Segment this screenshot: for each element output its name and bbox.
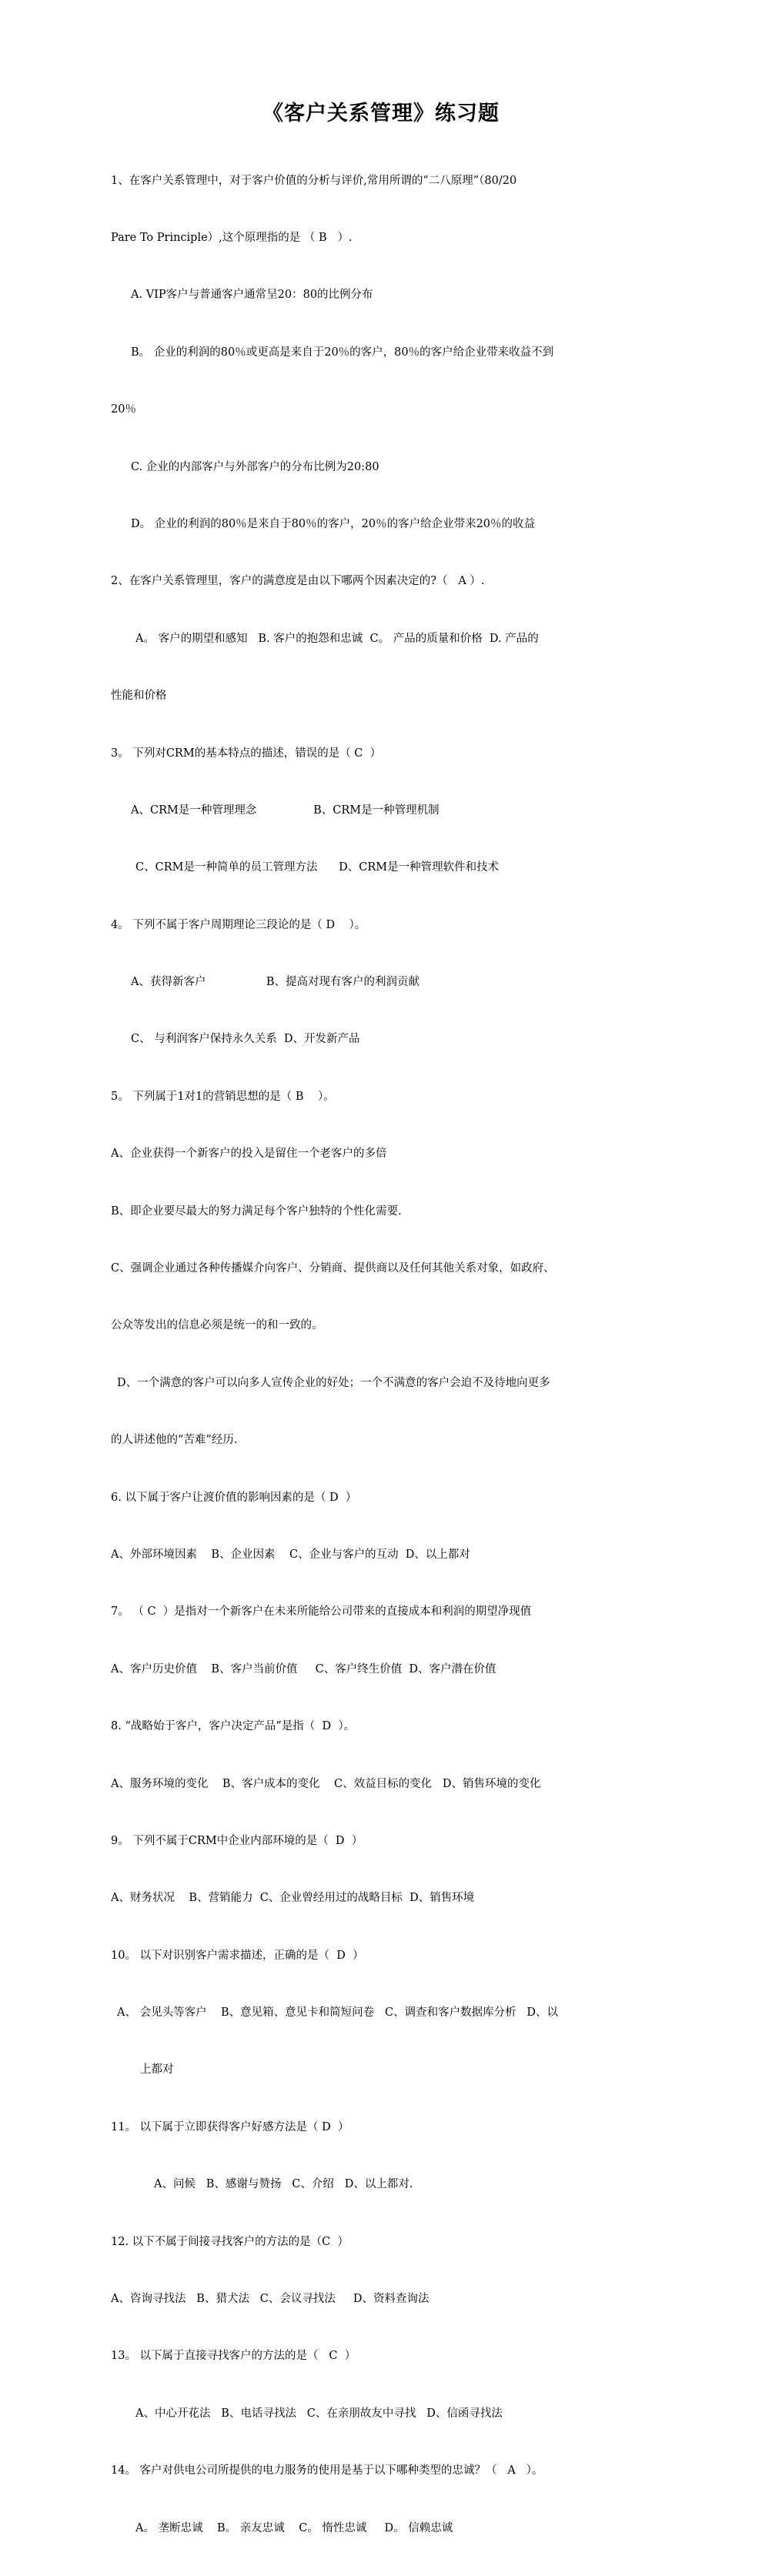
q1-option-d: D。 企业的利润的80％是来自于80％的客户，20％的客户给企业带来20％的收益 xyxy=(131,517,536,530)
document-body xyxy=(111,133,625,2576)
q5-text: 5。 下列属于1对1的营销思想的是（ B ）。 xyxy=(111,1090,335,1103)
q5-option-b: B、即企业要尽最大的努力满足每个客户独特的个性化需要. xyxy=(111,1204,402,1218)
q8-options: A、服务环境的变化 B、客户成本的变化 C、效益目标的变化 D、销售环境的变化 xyxy=(111,1777,541,1790)
q10-options-cont: 上都对 xyxy=(140,2063,174,2077)
q9-text: 9。 下列不属于CRM中企业内部环境的是（ D ） xyxy=(111,1834,363,1847)
q11-options: A、问候 B、感谢与赞扬 C、介绍 D、以上都对. xyxy=(154,2178,413,2191)
q1-option-a: A. VIP客户与普通客户通常呈20：80的比例分布 xyxy=(131,289,373,302)
q1-option-c: C. 企业的内部客户与外部客户的分布比例为20:80 xyxy=(131,460,379,473)
q3-text: 3。 下列对CRM的基本特点的描述，错误的是（ C ） xyxy=(111,747,382,760)
q5-option-c: C、强调企业通过各种传播媒介向客户、分销商、提供商以及任何其他关系对象，如政府、 xyxy=(111,1262,555,1275)
q1-option-b: B。 企业的利润的80％或更高是来自于20％的客户，80％的客户给企业带来收益不到 xyxy=(131,346,554,359)
q13-options: A、中心开花法 B、电话寻找法 C、在亲朋故友中寻找 D、信函寻找法 xyxy=(135,2407,503,2420)
q6-text: 6. 以下属于客户让渡价值的影响因素的是（ D ） xyxy=(111,1491,357,1504)
q5-option-c-cont: 公众等发出的信息必须是统一的和一致的。 xyxy=(111,1319,323,1332)
q2-options-cont: 性能和价格 xyxy=(111,690,167,703)
q6-options: A、外部环境因素 B、企业因素 C、企业与客户的互动 D、以上都对 xyxy=(111,1548,470,1561)
q7-options: A、客户历史价值 B、客户当前价值 C、客户终生价值 D、客户潜在价值 xyxy=(111,1662,496,1676)
q14-options: A。 垄断忠诚 B。 亲友忠诚 C。 惰性忠诚 D。 信赖忠诚 xyxy=(135,2521,453,2534)
q3-options-cd: C、CRM是一种简单的员工管理方法 D、CRM是一种管理软件和技术 xyxy=(135,861,500,874)
q8-text: 8. “战略始于客户，客户决定产品”是指（ D ）。 xyxy=(111,1720,356,1733)
q9-options: A、财务状况 B、营销能力 C、企业曾经用过的战略目标 D、销售环境 xyxy=(111,1892,475,1905)
q10-text: 10。 以下对识别客户需求描述，正确的是（ D ） xyxy=(111,1949,364,1962)
q7-text: 7。 （ C ）是指对一个新客户在未来所能给公司带来的直接成本和利润的期望净现值 xyxy=(111,1605,532,1619)
q3-options-ab: A、CRM是一种管理理念 B、CRM是一种管理机制 xyxy=(131,804,439,817)
q11-text: 11。 以下属于立即获得客户好感方法是（ D ） xyxy=(111,2120,349,2133)
page-title: 《客户关系管理》练习题 xyxy=(262,102,500,125)
q1-line-2: Pare To Principle）,这个原理指的是 （ B ）. xyxy=(111,231,353,244)
q1-option-b-cont: 20％ xyxy=(111,403,136,416)
q4-options-ab: A、获得新客户 B、提高对现有客户的利润贡献 xyxy=(131,976,419,989)
q1-line-1: 1、在客户关系管理中，对于客户价值的分析与评价,常用所谓的“二八原理”（80/20 xyxy=(111,174,517,187)
q12-options: A、咨询寻找法 B、猎犬法 C、会议寻找法 D、资料查询法 xyxy=(111,2293,429,2306)
q5-option-d-cont: 的人讲述他的“苦难”经历. xyxy=(111,1434,238,1447)
q2-options: A。 客户的期望和感知 B. 客户的抱怨和忠诚 C。 产品的质量和价格 D. 产品的 xyxy=(135,632,539,645)
q4-options-cd: C、 与利润客户保持永久关系 D、开发新产品 xyxy=(131,1033,360,1046)
q10-options: A、 会见头等客户 B、意见箱、意见卡和简短问卷 C、调查和客户数据库分析 D、以 xyxy=(117,2006,559,2020)
q14-text: 14。 客户对供电公司所提供的电力服务的使用是基于以下哪种类型的忠诚？（ A ）。 xyxy=(111,2464,543,2477)
q2-text: 2、在客户关系管理里，客户的满意度是由以下哪两个因素决定的?（ A ）. xyxy=(111,575,485,588)
q5-option-a: A、企业获得一个新客户的投入是留住一个老客户的多倍 xyxy=(111,1148,387,1161)
q5-option-d: D、一个满意的客户可以向多人宣传企业的好处；一个不满意的客户会迫不及待地向更多 xyxy=(117,1376,550,1389)
q13-text: 13。 以下属于直接寻找客户的方法的是（ C ） xyxy=(111,2350,356,2363)
q4-text: 4。 下列不属于客户周期理论三段论的是（ D ）。 xyxy=(111,918,366,931)
q12-text: 12. 以下不属于间接寻找客户的方法的是（C ） xyxy=(111,2235,349,2248)
